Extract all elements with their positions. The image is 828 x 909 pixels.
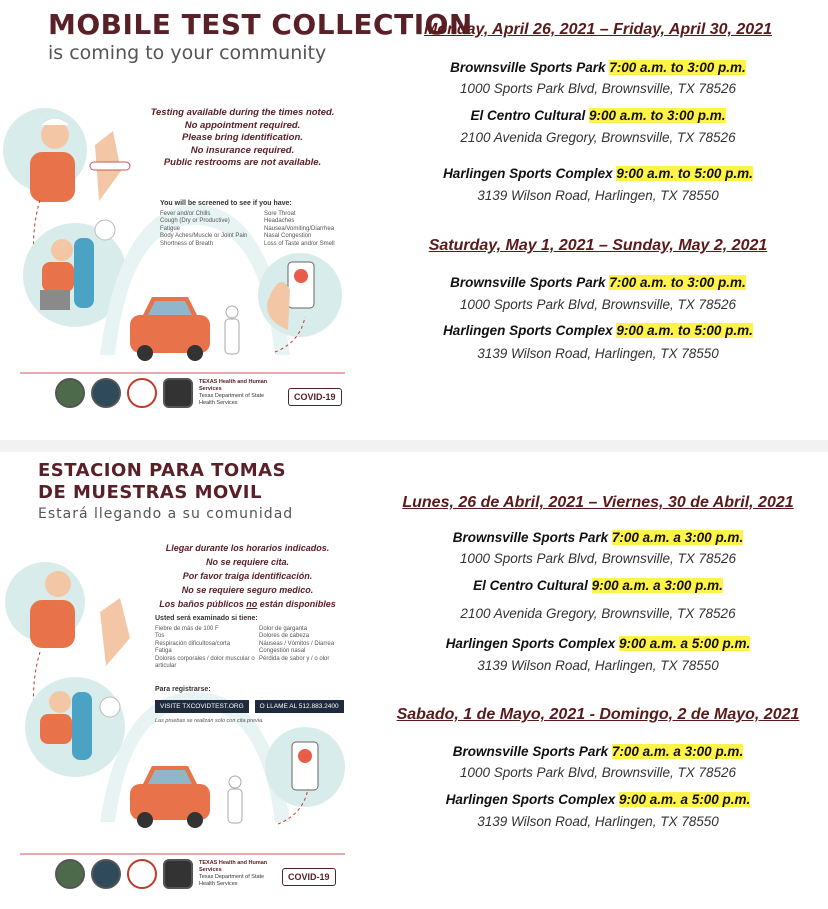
symptom-screen xyxy=(155,615,359,671)
site-name: Harlingen Sports Complex xyxy=(443,166,613,181)
symptom-item: Fiebre de más de 100 F xyxy=(155,625,219,632)
site-address: 1000 Sports Park Blvd, Brownsville, TX 78526 xyxy=(459,765,737,780)
site-name: Harlingen Sports Complex xyxy=(443,323,613,338)
covid-badge: COVID-19 xyxy=(282,868,336,886)
site-hours: 7:00 a.m. to 3:00 p.m. xyxy=(609,275,746,290)
note-line: Please bring identification. xyxy=(182,132,303,143)
site-hours: 9:00 a.m. to 3:00 p.m. xyxy=(588,108,726,123)
english-flyer xyxy=(0,0,828,440)
testing-notes xyxy=(140,541,355,611)
symptom-screen xyxy=(160,200,374,248)
symptom-item: Respiración dificultosa/corta xyxy=(155,640,231,647)
site-hours: 9:00 a.m. to 5:00 p.m. xyxy=(616,166,753,181)
state-seal-icon xyxy=(91,378,121,408)
symptom-item: Congestión nasal xyxy=(259,648,306,654)
site-address: 1000 Sports Park Blvd, Brownsville, TX 78526 xyxy=(459,551,737,566)
register-info xyxy=(155,700,344,713)
spanish-flyer xyxy=(0,452,828,909)
site-name: Brownsville Sports Park xyxy=(452,744,609,759)
symptom-item: Body Aches/Muscle or Joint Pain xyxy=(160,233,248,239)
symptom-item: Dolores de cabeza xyxy=(259,633,310,639)
note-line: No se requiere cita. xyxy=(205,557,290,567)
spanish-poster xyxy=(0,452,365,909)
note-line: Testing available during the times noted. xyxy=(150,107,335,118)
symptom-item: Sore Throat xyxy=(264,210,296,217)
symptom-item: Fever and/or Chills xyxy=(160,210,211,217)
site-address: 1000 Sports Park Blvd, Brownsville, TX 78526 xyxy=(459,81,737,96)
site-name: Brownsville Sports Park xyxy=(452,530,609,545)
site-row xyxy=(368,166,828,181)
agency-seals xyxy=(55,378,269,408)
site-name: Harlingen Sports Complex xyxy=(445,792,616,807)
testing-notes xyxy=(140,107,345,170)
poster-subtitle: is coming to your community xyxy=(48,42,327,64)
symptom-item: Tos xyxy=(155,633,165,639)
register-label: Para registrarse: xyxy=(155,686,211,693)
symptom-item: Fatigue xyxy=(160,225,181,232)
symptom-screen-title: You will be screened to see if you have: xyxy=(160,200,292,207)
clock-icon xyxy=(100,697,120,717)
site-name: Brownsville Sports Park xyxy=(450,60,606,75)
register-website[interactable]: VISITE TXCOVIDTEST.ORG xyxy=(155,700,249,713)
site-address: 3139 Wilson Road, Harlingen, TX 78550 xyxy=(477,814,719,829)
note-line: No insurance required. xyxy=(190,144,295,156)
site-address: 2100 Avenida Gregory, Brownsville, TX 78526 xyxy=(460,606,736,621)
symptom-item: Pérdida de sabor y / o olor xyxy=(259,655,330,662)
symptom-item: Cough (Dry or Productive) xyxy=(160,218,230,224)
site-row xyxy=(368,275,828,290)
site-address: 2100 Avenida Gregory, Brownsville, TX 78526 xyxy=(460,130,736,145)
site-hours: 9:00 a.m. to 5:00 p.m. xyxy=(616,323,753,338)
site-row xyxy=(368,60,828,75)
site-address: 3139 Wilson Road, Harlingen, TX 78550 xyxy=(477,658,719,673)
english-schedule xyxy=(368,0,828,440)
symptom-item: Headaches xyxy=(264,218,295,224)
site-name: Brownsville Sports Park xyxy=(450,275,606,290)
site-hours: 7:00 a.m. a 3:00 p.m. xyxy=(611,530,744,545)
register-note: Las pruebas se realizan solo con cita previa. xyxy=(155,718,264,724)
hhs-logo: TEXAS Health and Human Services Texas Department of State Health Services xyxy=(199,860,268,887)
note-line: Por favor traiga identificación. xyxy=(182,571,313,581)
site-hours: 9:00 a.m. a 5:00 p.m. xyxy=(618,636,751,651)
site-name: El Centro Cultural xyxy=(473,578,588,593)
date-range-heading: Monday, April 26, 2021 – Friday, April 30, 2021 xyxy=(424,21,772,38)
date-range-heading: Lunes, 26 de Abril, 2021 – Viernes, 30 de Abril, 2021 xyxy=(402,494,794,511)
spanish-schedule xyxy=(368,452,828,909)
clock-icon xyxy=(95,220,115,240)
symptom-item: Dolores corporales / dolor muscular o articular xyxy=(155,655,255,669)
site-row xyxy=(368,744,828,759)
register-phone[interactable]: O LLAME AL 512.883.2400 xyxy=(255,700,344,713)
site-row xyxy=(368,108,828,123)
covid-badge: COVID-19 xyxy=(288,388,342,406)
chair-icon xyxy=(74,238,94,308)
site-address: 3139 Wilson Road, Harlingen, TX 78550 xyxy=(477,188,719,203)
date-range-heading: Sabado, 1 de Mayo, 2021 - Domingo, 2 de Mayo, 2021 xyxy=(396,706,800,723)
texas-map-seal-icon xyxy=(127,859,157,889)
county-seal-icon xyxy=(55,859,85,889)
symptom-item: Loss of Taste and/or Smell xyxy=(264,240,335,247)
hhs-logo: TEXAS Health and Human Services Texas Department of State Health Services xyxy=(199,379,268,406)
poster-title-line: ESTACION PARA TOMAS xyxy=(38,460,287,481)
site-name: El Centro Cultural xyxy=(470,108,586,123)
symptom-item: Shortness of Breath xyxy=(160,240,214,247)
note-line: Llegar durante los horarios indicados. xyxy=(165,543,330,553)
note-line: Los baños públicos no están disponibles xyxy=(159,599,336,609)
texas-map-seal-icon xyxy=(127,378,157,408)
note-line: No se requiere seguro medico. xyxy=(181,585,314,595)
poster-title xyxy=(38,460,286,504)
elderly-person-icon xyxy=(45,571,71,597)
date-range-heading: Saturday, May 1, 2021 – Sunday, May 2, 2021 xyxy=(428,237,768,254)
poster-subtitle: Estará llegando a su comunidad xyxy=(38,506,294,522)
poster-title-line: DE MUESTRAS MOVIL xyxy=(38,482,262,503)
site-row xyxy=(368,578,828,593)
note-line: Public restrooms are not available. xyxy=(163,157,322,168)
symptom-item: Fatiga xyxy=(155,648,172,654)
hand-thermometer-icon xyxy=(100,598,130,666)
english-poster xyxy=(0,0,473,440)
agency-seals xyxy=(55,859,269,889)
symptom-item: Náuseas / Vómitos / Diarrea xyxy=(259,640,335,647)
county-seal-icon xyxy=(55,378,85,408)
symptom-item: Dolor de garganta xyxy=(259,625,308,632)
site-hours: 7:00 a.m. a 3:00 p.m. xyxy=(611,744,744,759)
phone-icon xyxy=(288,262,314,308)
healthcare-worker-icon xyxy=(228,776,242,823)
site-row xyxy=(368,323,828,338)
note-line: No appointment required. xyxy=(184,119,301,131)
healthcare-worker-icon xyxy=(225,306,239,354)
poster-title: MOBILE TEST COLLECTION xyxy=(48,8,473,41)
site-name: Harlingen Sports Complex xyxy=(445,636,616,651)
chair-icon xyxy=(72,692,92,760)
site-hours: 9:00 a.m. a 5:00 p.m. xyxy=(618,792,751,807)
state-seal-icon xyxy=(91,859,121,889)
site-row xyxy=(368,792,828,807)
symptom-item: Nasal Congestion xyxy=(264,233,312,239)
sheriff-badge-icon xyxy=(163,378,193,408)
site-hours: 7:00 a.m. to 3:00 p.m. xyxy=(609,60,746,75)
sheriff-badge-icon xyxy=(163,859,193,889)
symptom-item: Nausea/Vomiting/Diarrhea xyxy=(264,225,335,232)
site-hours: 9:00 a.m. a 3:00 p.m. xyxy=(591,578,723,593)
site-address: 1000 Sports Park Blvd, Brownsville, TX 78526 xyxy=(459,297,737,312)
site-row xyxy=(368,530,828,545)
elderly-person-icon xyxy=(41,121,69,149)
site-row xyxy=(368,636,828,651)
symptom-screen-title: Usted será examinado si tiene: xyxy=(155,615,258,622)
site-address: 3139 Wilson Road, Harlingen, TX 78550 xyxy=(477,346,719,361)
